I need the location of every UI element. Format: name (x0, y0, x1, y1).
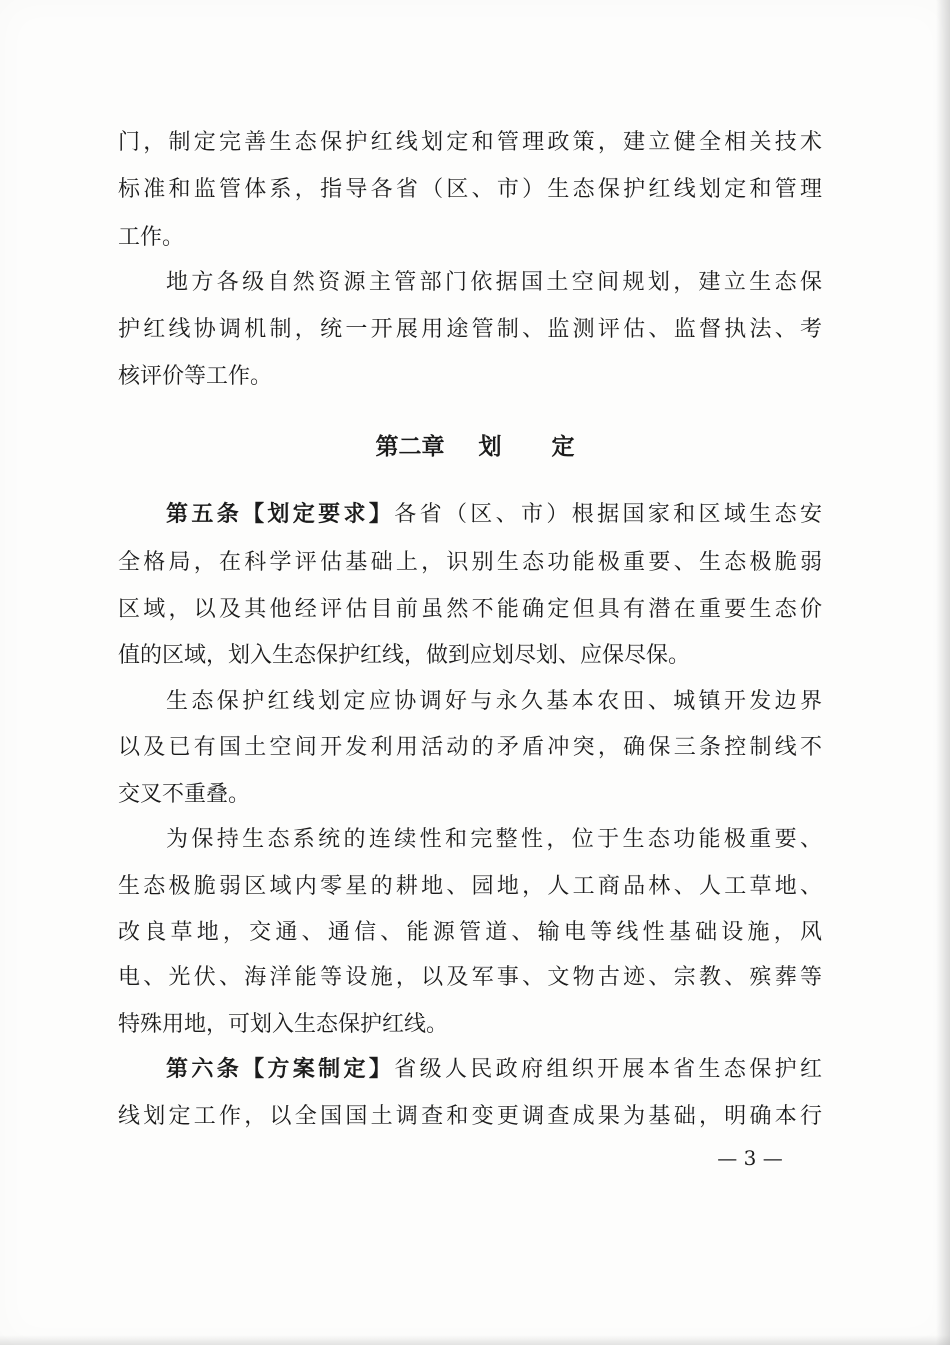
chapter-title-part2: 定 (551, 434, 575, 460)
text-line: 区域，以及其他经评估目前虽然不能确定但具有潜在重要生态价 (118, 597, 822, 622)
text-line: 生态保护红线划定应协调好与永久基本农田、城镇开发边界 (166, 689, 822, 714)
text-line: 全格局，在科学评估基础上，识别生态功能极重要、生态极脆弱 (118, 550, 822, 575)
text-line: 标准和监管体系，指导各省（区、市）生态保护红线划定和管理 (118, 177, 822, 202)
page-edge-shadow (936, 0, 950, 1345)
article-6-heading: 第六条【方案制定】 (166, 1057, 395, 1082)
text-line: 工作。 (118, 225, 185, 250)
text-line: 交叉不重叠。 (118, 782, 251, 807)
text-line: 值的区域，划入生态保护红线，做到应划尽划、应保尽保。 (118, 643, 691, 668)
text-line: 电、光伏、海洋能等设施，以及军事、文物古迹、宗教、殡葬等 (118, 965, 822, 990)
text-line: 生态极脆弱区域内零星的耕地、园地，人工商品林、人工草地、 (118, 874, 822, 899)
page-bottom-shadow (0, 1335, 950, 1345)
chapter-number: 第二章 (375, 434, 445, 460)
text-line: 线划定工作，以全国国土调查和变更调查成果为基础，明确本行 (118, 1104, 822, 1129)
text-line: 以及已有国土空间开发利用活动的矛盾冲突，确保三条控制线不 (118, 735, 822, 760)
article-6-first-line (166, 1055, 822, 1085)
chapter-heading (0, 431, 950, 463)
text-line: 门，制定完善生态保护红线划定和管理政策，建立健全相关技术 (118, 130, 822, 155)
article-5-first-line (166, 500, 822, 530)
page-number: — 3 — (717, 1146, 783, 1170)
text-line: 为保持生态系统的连续性和完整性，位于生态功能极重要、 (166, 827, 822, 852)
text-line: 地方各级自然资源主管部门依据国土空间规划，建立生态保 (166, 270, 822, 295)
text-line: 改良草地，交通、通信、能源管道、输电等线性基础设施，风 (118, 920, 822, 945)
text-line: 核评价等工作。 (118, 364, 273, 389)
article-5-heading: 第五条【划定要求】 (166, 502, 395, 527)
text-line: 特殊用地，可划入生态保护红线。 (118, 1012, 449, 1037)
article-6-text: 省级人民政府组织开展本省生态保护红 (394, 1057, 822, 1082)
article-5-text: 各省（区、市）根据国家和区域生态安 (394, 502, 822, 527)
text-line: 护红线协调机制，统一开展用途管制、监测评估、监督执法、考 (118, 317, 822, 342)
chapter-title-part1: 划 (478, 434, 502, 460)
